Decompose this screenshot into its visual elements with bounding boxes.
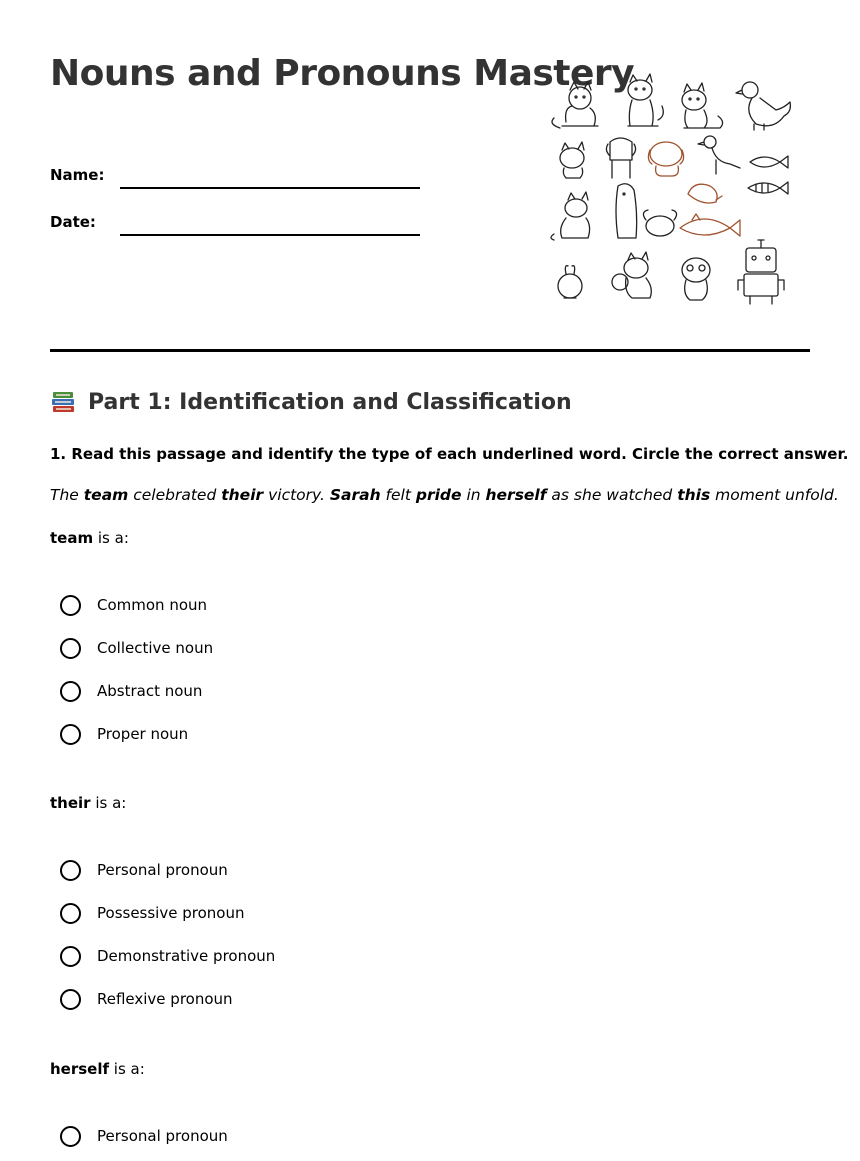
page-title: Nouns and Pronouns Mastery [50, 53, 635, 94]
answer-option[interactable] [60, 721, 188, 747]
bird-doodle [643, 210, 676, 236]
question-1: 1. Read this passage and identify the type of each underlined word. Circle the correct answer. [50, 445, 849, 463]
date-field[interactable] [120, 234, 420, 236]
passage-keyword: this [677, 486, 711, 504]
puppy-doodle [648, 142, 683, 176]
name-label: Name: [50, 166, 105, 184]
answer-option[interactable] [60, 592, 207, 618]
fish-doodle [750, 156, 788, 168]
radio-circle-icon[interactable] [60, 638, 81, 659]
answer-option[interactable] [60, 943, 275, 969]
answer-option[interactable] [60, 900, 244, 926]
answer-option-label: Personal pronoun [97, 861, 228, 879]
part1-heading [50, 388, 572, 416]
answer-option-label: Demonstrative pronoun [97, 947, 276, 965]
passage-text: felt [380, 486, 416, 504]
cat-doodle [612, 252, 651, 298]
passage-keyword: their [221, 486, 264, 504]
passage-text: as she watched [546, 486, 678, 504]
bird-doodle [736, 82, 790, 130]
section-divider [50, 349, 810, 352]
date-label: Date: [50, 213, 96, 231]
cat-doodle [560, 142, 584, 178]
passage-keyword: herself [485, 486, 547, 504]
fish-doodle [748, 182, 788, 194]
radio-circle-icon[interactable] [60, 681, 81, 702]
fish-doodle [680, 214, 740, 236]
radio-circle-icon[interactable] [60, 989, 81, 1010]
robot-doodle [738, 240, 784, 304]
passage-text: in [461, 486, 486, 504]
passage-keyword: Sarah [329, 486, 381, 504]
bird-doodle [698, 136, 740, 174]
prompt-suffix: is a: [93, 529, 129, 547]
prompt-word: herself [50, 1060, 110, 1078]
radio-circle-icon[interactable] [60, 595, 81, 616]
whale-doodle [688, 184, 722, 203]
cat-doodle [552, 82, 598, 128]
answer-option[interactable] [60, 678, 202, 704]
name-field[interactable] [120, 187, 420, 189]
answer-option[interactable] [60, 857, 228, 883]
cat-doodle [682, 83, 723, 128]
cat-doodle [628, 74, 663, 126]
answer-option[interactable] [60, 635, 213, 661]
answer-option-label: Abstract noun [97, 682, 203, 700]
word-prompt [50, 529, 129, 547]
word-prompt [50, 1060, 145, 1078]
part1-heading-text: Part 1: Identification and Classification [88, 389, 572, 415]
answer-option-label: Possessive pronoun [97, 904, 245, 922]
answer-option-label: Common noun [97, 596, 208, 614]
prompt-suffix: is a: [109, 1060, 145, 1078]
answer-option-label: Personal pronoun [97, 1127, 228, 1145]
rabbit-doodle [558, 266, 582, 298]
owl-doodle [682, 258, 710, 300]
answer-option-label: Collective noun [97, 639, 214, 657]
answer-option[interactable] [60, 986, 233, 1012]
radio-circle-icon[interactable] [60, 724, 81, 745]
prompt-word: their [50, 794, 91, 812]
radio-circle-icon[interactable] [60, 903, 81, 924]
prompt-suffix: is a: [90, 794, 127, 812]
passage [50, 486, 839, 504]
passage-text: victory. [263, 486, 330, 504]
word-prompt [50, 794, 126, 812]
radio-circle-icon[interactable] [60, 860, 81, 881]
prompt-word: team [50, 529, 94, 547]
passage-text: moment unfold. [710, 486, 839, 504]
passage-text: celebrated [128, 486, 222, 504]
cat-doodle [551, 192, 590, 240]
books-icon [50, 388, 78, 416]
answer-option[interactable] [60, 1123, 228, 1149]
passage-keyword: team [83, 486, 129, 504]
radio-circle-icon[interactable] [60, 1126, 81, 1147]
dog-doodle [606, 138, 635, 178]
penguin-doodle [616, 184, 637, 238]
radio-circle-icon[interactable] [60, 946, 81, 967]
answer-option-label: Reflexive pronoun [97, 990, 233, 1008]
passage-keyword: pride [415, 486, 462, 504]
answer-option-label: Proper noun [97, 725, 189, 743]
passage-text: The [50, 486, 84, 504]
doodle-animals-image [540, 70, 800, 310]
